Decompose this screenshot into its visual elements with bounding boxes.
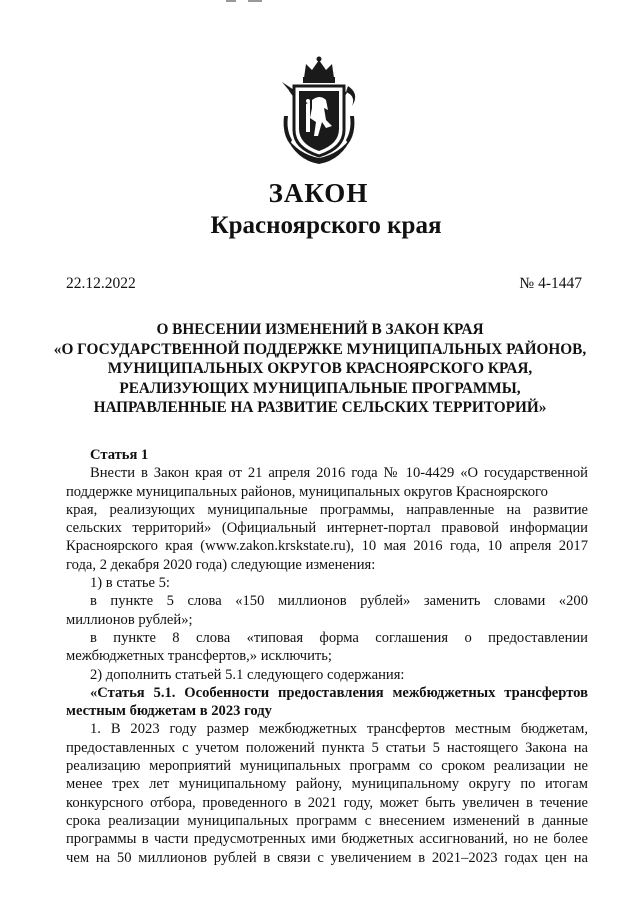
document-number: № 4-1447: [519, 275, 582, 292]
law-body: [66, 446, 588, 867]
scan-mark: [222, 0, 282, 4]
title-line: МУНИЦИПАЛЬНЫХ ОКРУГОВ КРАСНОЯРСКОГО КРАЯ,: [107, 360, 533, 377]
body-line: срока реализации муниципальных программ с внесением изменений в данные: [66, 812, 588, 829]
body-line: в пункте 5 слова «150 миллионов рублей» заменить словами «200: [90, 593, 588, 610]
body-line: поддержке муниципальных районов, муниципальных округов Красноярского: [66, 483, 548, 500]
document-type: ЗАКОН: [268, 178, 369, 208]
body-line: Красноярского края (www.zakon.krskstate.ru), 10 мая 2016 года, 10 апреля 2017: [66, 538, 588, 555]
body-line: года, 2 декабря 2020 года) следующие изменения:: [66, 556, 376, 573]
document-region: Красноярского края: [210, 212, 442, 239]
body-line: конкурсного отбора, проведенного в 2021 году, может быть увеличен в течение: [66, 794, 588, 811]
body-line: 1. В 2023 году размер межбюджетных трансфертов местным бюджетам,: [90, 721, 588, 738]
body-line: чем на 50 миллионов рублей в связи с увеличением в 2021–2023 годах цен на: [66, 849, 588, 866]
body-line: Внести в Закон края от 21 апреля 2016 года № 10-4429 «О государственной: [90, 465, 588, 482]
title-line: НАПРАВЛЕННЫЕ НА РАЗВИТИЕ СЕЛЬСКИХ ТЕРРИТОРИЙ»: [93, 399, 547, 416]
body-line: миллионов рублей»;: [66, 611, 193, 628]
body-line: предоставленных с учетом положений пункта 5 статьи 5 настоящего Закона на: [66, 739, 588, 756]
body-line: сельских территорий» (Официальный интернет-портал правовой информации: [66, 520, 588, 537]
body-line: края, реализующих муниципальные программы, направленные на развитие: [66, 501, 588, 518]
title-line: «О ГОСУДАРСТВЕННОЙ ПОДДЕРЖКЕ МУНИЦИПАЛЬНЫХ РАЙОНОВ,: [53, 340, 587, 358]
body-line: в пункте 8 слова «типовая форма соглашения о предоставлении: [90, 629, 588, 646]
article-5-1-heading: «Статья 5.1. Особенности предоставления межбюджетных трансфертов: [90, 684, 588, 701]
body-line: менее трех лет муниципальному району, муниципальному округу по итогам: [66, 776, 588, 793]
body-line: 1) в статье 5:: [90, 575, 170, 592]
title-line: О ВНЕСЕНИИ ИЗМЕНЕНИЙ В ЗАКОН КРАЯ: [156, 321, 484, 338]
body-line: реализацию мероприятий муниципальных программ со сроком реализации не: [66, 758, 588, 775]
coat-of-arms-emblem: [276, 56, 362, 168]
article-1-heading: Статья 1: [90, 447, 149, 463]
body-line: программы в части предусмотренных ими бюджетных ассигнований, но не более: [66, 831, 588, 848]
title-line: РЕАЛИЗУЮЩИХ МУНИЦИПАЛЬНЫЕ ПРОГРАММЫ,: [119, 379, 521, 397]
law-title: [40, 320, 600, 418]
body-line: 2) дополнить статьей 5.1 следующего содержания:: [90, 666, 405, 683]
body-line: межбюджетных трансфертов,» исключить;: [66, 648, 332, 665]
article-5-1-heading: местным бюджетам в 2023 году: [66, 703, 272, 720]
document-date: 22.12.2022: [66, 275, 136, 292]
